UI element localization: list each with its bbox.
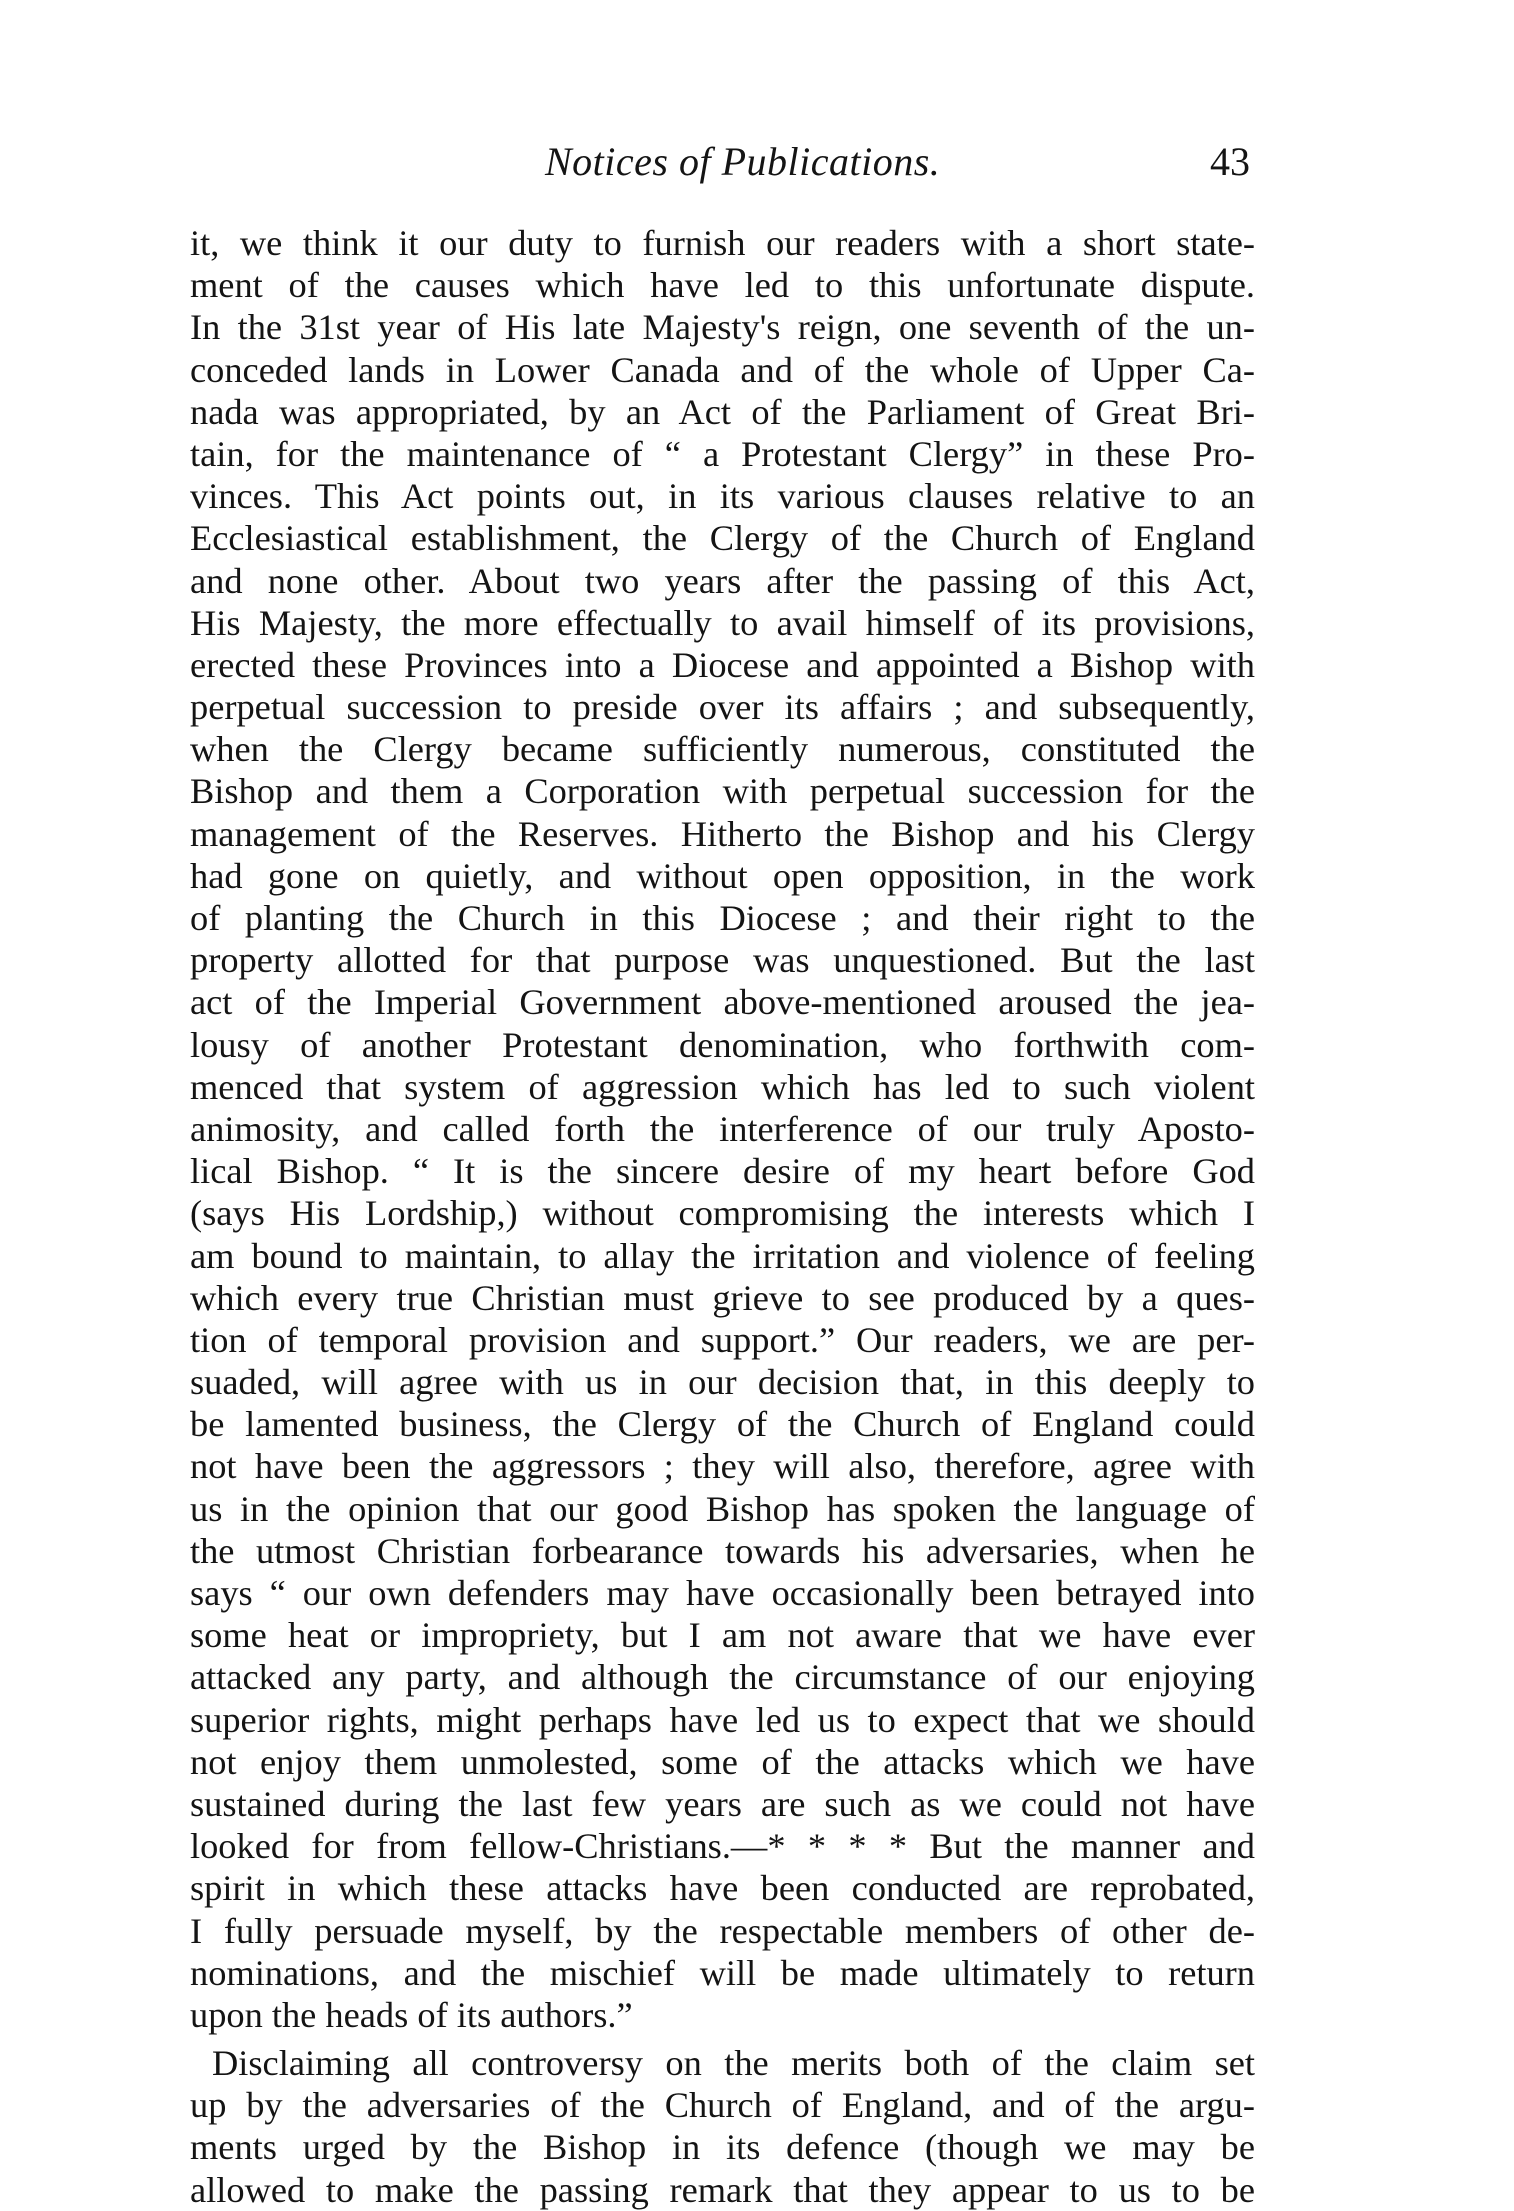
- running-title: Notices of Publications.: [545, 139, 941, 184]
- text-line: be lamented business, the Clergy of the Church of England could: [190, 1404, 1255, 1445]
- text-line: ment of the causes which have led to this unfortunate dispute.: [190, 265, 1255, 306]
- text-line: lousy of another Protestant denomination, who forthwith com-: [190, 1024, 1255, 1065]
- body-text: [190, 222, 1255, 2211]
- text-line: not have been the aggressors ; they will also, therefore, agree with: [190, 1446, 1255, 1487]
- text-line: of planting the Church in this Diocese ; and their right to the: [190, 898, 1255, 938]
- text-line: had gone on quietly, and without open opposition, in the work: [190, 855, 1255, 896]
- text-line: act of the Imperial Government above-mentioned aroused the jea-: [190, 982, 1255, 1023]
- text-line: (says His Lordship,) without compromising the interests which I: [190, 1193, 1255, 1234]
- text-line: suaded, will agree with us in our decision that, in this deeply to: [190, 1362, 1255, 1403]
- text-line: it, we think it our duty to furnish our readers with a short state-: [190, 223, 1255, 263]
- text-line: I fully persuade myself, by the respectable members of other de-: [190, 1910, 1255, 1951]
- text-line: menced that system of aggression which has led to such violent: [190, 1066, 1255, 1107]
- text-line: looked for from fellow-Christians.—* * * * But the manner and: [190, 1826, 1255, 1867]
- text-line: not enjoy them unmolested, some of the attacks which we have: [190, 1741, 1255, 1782]
- text-line: management of the Reserves. Hitherto the Bishop and his Clergy: [190, 813, 1255, 854]
- text-line: the utmost Christian forbearance towards his adversaries, when he: [190, 1530, 1255, 1571]
- text-line: nominations, and the mischief will be made ultimately to return: [190, 1952, 1255, 1993]
- text-line: am bound to maintain, to allay the irritation and violence of feeling: [190, 1235, 1255, 1276]
- text-line: animosity, and called forth the interference of our truly Aposto-: [190, 1108, 1255, 1149]
- text-line: some heat or impropriety, but I am not aware that we have ever: [190, 1615, 1255, 1656]
- text-line: us in the opinion that our good Bishop has spoken the language of: [190, 1488, 1255, 1529]
- text-line: tain, for the maintenance of “ a Protestant Clergy” in these Pro-: [190, 433, 1255, 474]
- text-line: erected these Provinces into a Diocese and appointed a Bishop with: [190, 644, 1255, 685]
- text-line: up by the adversaries of the Church of England, and of the argu-: [190, 2085, 1255, 2126]
- text-line: spirit in which these attacks have been conducted are reprobated,: [190, 1868, 1255, 1909]
- text-line: In the 31st year of His late Majesty's reign, one seventh of the un-: [190, 307, 1255, 348]
- text-line: Ecclesiastical establishment, the Clergy of the Church of England: [190, 518, 1255, 559]
- text-line: Disclaiming all controversy on the merits both of the claim set: [212, 2043, 1255, 2084]
- text-line: and none other. About two years after the passing of this Act,: [190, 560, 1255, 601]
- text-line: perpetual succession to preside over its affairs ; and subsequently,: [190, 687, 1255, 728]
- text-line: sustained during the last few years are such as we could not have: [190, 1783, 1255, 1824]
- text-line: says “ our own defenders may have occasionally been betrayed into: [190, 1573, 1255, 1613]
- text-line: allowed to make the passing remark that they appear to us to be: [190, 2169, 1255, 2210]
- running-head: [190, 138, 1250, 198]
- text-line: ments urged by the Bishop in its defence (though we may be: [190, 2127, 1255, 2168]
- text-line: conceded lands in Lower Canada and of the whole of Upper Ca-: [190, 349, 1255, 390]
- text-line: superior rights, might perhaps have led us to expect that we should: [190, 1699, 1255, 1740]
- text-line: Bishop and them a Corporation with perpetual succession for the: [190, 771, 1255, 812]
- text-line: lical Bishop. “ It is the sincere desire of my heart before God: [190, 1151, 1255, 1192]
- text-line: nada was appropriated, by an Act of the Parliament of Great Bri-: [190, 391, 1255, 432]
- text-line: when the Clergy became sufficiently numerous, constituted the: [190, 729, 1255, 770]
- text-line: attacked any party, and although the circumstance of our enjoying: [190, 1657, 1255, 1698]
- text-line: upon the heads of its authors.”: [190, 1994, 633, 2035]
- text-line: which every true Christian must grieve to see produced by a ques-: [190, 1277, 1255, 1318]
- text-line: vinces. This Act points out, in its various clauses relative to an: [190, 476, 1255, 517]
- page-number: 43: [1210, 139, 1250, 184]
- text-line: property allotted for that purpose was unquestioned. But the last: [190, 940, 1255, 981]
- text-line: tion of temporal provision and support.” Our readers, we are per-: [190, 1319, 1255, 1360]
- text-line: His Majesty, the more effectually to avail himself of its provisions,: [190, 602, 1255, 643]
